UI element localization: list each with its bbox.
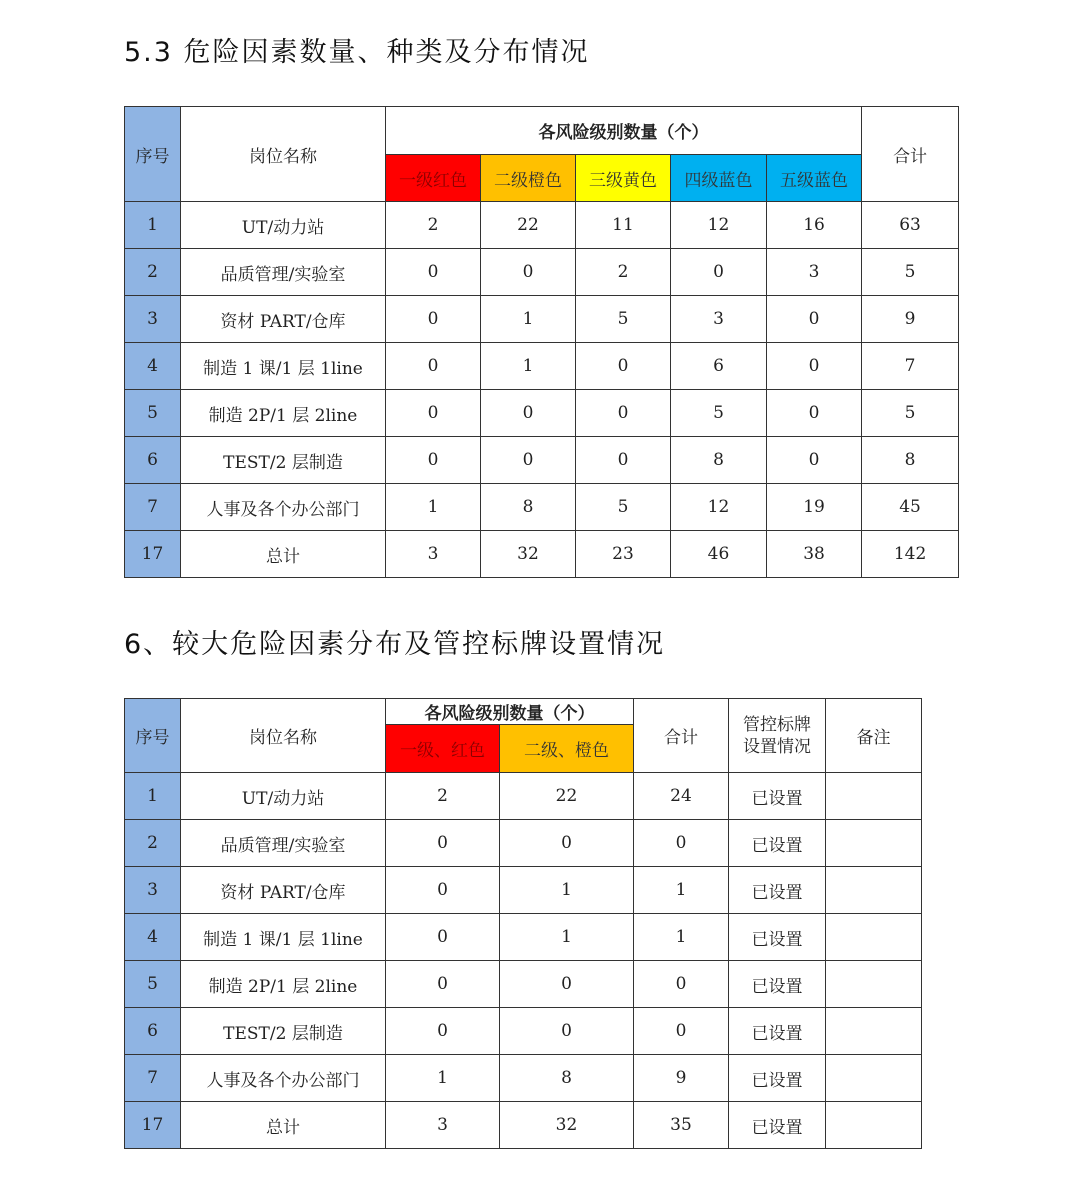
- cell-total: 1: [634, 867, 729, 914]
- header-post: 岗位名称: [181, 699, 386, 773]
- cell-level-2: 8: [500, 1055, 634, 1102]
- cell-level-2: 0: [500, 961, 634, 1008]
- cell-total: 35: [634, 1102, 729, 1149]
- cell-post: TEST/2 层制造: [181, 437, 386, 484]
- cell-post: 人事及各个办公部门: [181, 1055, 386, 1102]
- cell-seq: 17: [125, 531, 181, 578]
- cell-level-5: 19: [767, 484, 862, 531]
- cell-sign-status: 已设置: [729, 867, 826, 914]
- cell-post: 资材 PART/仓库: [181, 296, 386, 343]
- cell-note: [826, 867, 922, 914]
- cell-post: UT/动力站: [181, 202, 386, 249]
- header-sign-line1: 管控标牌: [743, 714, 811, 735]
- header-sign-line2: 设置情况: [743, 736, 811, 757]
- cell-sign-status: 已设置: [729, 1055, 826, 1102]
- cell-level-2: 0: [500, 1008, 634, 1055]
- cell-level-3: 2: [576, 249, 671, 296]
- cell-level-1: 0: [386, 343, 481, 390]
- cell-level-2: 0: [481, 437, 576, 484]
- cell-sign-status: 已设置: [729, 773, 826, 820]
- cell-total: 142: [862, 531, 959, 578]
- cell-seq: 3: [125, 867, 181, 914]
- header-total: 合计: [862, 107, 959, 202]
- cell-seq: 1: [125, 202, 181, 249]
- header-seq: 序号: [125, 107, 181, 202]
- cell-level-5: 0: [767, 437, 862, 484]
- cell-level-2: 32: [500, 1102, 634, 1149]
- cell-total: 5: [862, 249, 959, 296]
- table-row: [125, 820, 922, 867]
- cell-level-2: 1: [500, 914, 634, 961]
- table-row: [125, 343, 959, 390]
- header-total: 合计: [634, 699, 729, 773]
- cell-total: 5: [862, 390, 959, 437]
- cell-note: [826, 914, 922, 961]
- cell-seq: 4: [125, 914, 181, 961]
- cell-level-2: 0: [481, 249, 576, 296]
- table-row: [125, 531, 959, 578]
- cell-post: TEST/2 层制造: [181, 1008, 386, 1055]
- cell-total: 63: [862, 202, 959, 249]
- cell-sign-status: 已设置: [729, 914, 826, 961]
- cell-level-3: 0: [576, 390, 671, 437]
- cell-level-5: 0: [767, 296, 862, 343]
- cell-level-1: 0: [386, 437, 481, 484]
- table-row: [125, 202, 959, 249]
- cell-seq: 6: [125, 1008, 181, 1055]
- cell-post: 制造 2P/1 层 2line: [181, 390, 386, 437]
- cell-post: 总计: [181, 531, 386, 578]
- header-level-1-red: 一级红色: [386, 155, 481, 202]
- cell-seq: 3: [125, 296, 181, 343]
- cell-level-1: 0: [386, 961, 500, 1008]
- cell-level-1: 0: [386, 296, 481, 343]
- cell-level-4: 3: [671, 296, 767, 343]
- header-level-2-orange: 二级橙色: [481, 155, 576, 202]
- cell-seq: 4: [125, 343, 181, 390]
- cell-post: 人事及各个办公部门: [181, 484, 386, 531]
- table-row: [125, 390, 959, 437]
- cell-level-1: 1: [386, 1055, 500, 1102]
- cell-level-4: 8: [671, 437, 767, 484]
- cell-total: 1: [634, 914, 729, 961]
- cell-level-5: 0: [767, 343, 862, 390]
- cell-seq: 5: [125, 390, 181, 437]
- major-risk-sign-table: [124, 698, 922, 1149]
- cell-seq: 5: [125, 961, 181, 1008]
- cell-level-5: 16: [767, 202, 862, 249]
- cell-note: [826, 1102, 922, 1149]
- cell-total: 0: [634, 961, 729, 1008]
- cell-level-3: 0: [576, 343, 671, 390]
- cell-level-4: 0: [671, 249, 767, 296]
- cell-post: 制造 2P/1 层 2line: [181, 961, 386, 1008]
- header-level-3-yellow: 三级黄色: [576, 155, 671, 202]
- cell-seq: 1: [125, 773, 181, 820]
- cell-level-1: 3: [386, 1102, 500, 1149]
- cell-level-1: 0: [386, 820, 500, 867]
- cell-level-2: 1: [481, 343, 576, 390]
- cell-level-1: 1: [386, 484, 481, 531]
- cell-level-4: 5: [671, 390, 767, 437]
- section-title-major-risk: 6、较大危险因素分布及管控标牌设置情况: [124, 629, 666, 660]
- header-level-5-blue: 五级蓝色: [767, 155, 862, 202]
- cell-level-3: 0: [576, 437, 671, 484]
- cell-level-2: 1: [481, 296, 576, 343]
- cell-total: 9: [862, 296, 959, 343]
- cell-level-5: 38: [767, 531, 862, 578]
- cell-level-2: 8: [481, 484, 576, 531]
- cell-level-2: 22: [481, 202, 576, 249]
- cell-note: [826, 1055, 922, 1102]
- header-level-4-blue: 四级蓝色: [671, 155, 767, 202]
- cell-level-3: 23: [576, 531, 671, 578]
- cell-level-1: 0: [386, 390, 481, 437]
- cell-level-2: 32: [481, 531, 576, 578]
- cell-seq: 7: [125, 1055, 181, 1102]
- header-risk-level-group: 各风险级别数量（个）: [386, 107, 862, 155]
- cell-sign-status: 已设置: [729, 961, 826, 1008]
- header-level-1-red: 一级、红色: [386, 725, 500, 773]
- table-row: [125, 1102, 922, 1149]
- cell-level-5: 3: [767, 249, 862, 296]
- cell-total: 7: [862, 343, 959, 390]
- header-seq: 序号: [125, 699, 181, 773]
- cell-post: 品质管理/实验室: [181, 820, 386, 867]
- cell-post: 制造 1 课/1 层 1line: [181, 914, 386, 961]
- cell-level-1: 3: [386, 531, 481, 578]
- header-note: 备注: [826, 699, 922, 773]
- table-row: [125, 484, 959, 531]
- cell-total: 9: [634, 1055, 729, 1102]
- cell-level-1: 0: [386, 249, 481, 296]
- table-row: [125, 437, 959, 484]
- header-level-2-orange: 二级、橙色: [500, 725, 634, 773]
- cell-note: [826, 773, 922, 820]
- cell-note: [826, 820, 922, 867]
- cell-post: UT/动力站: [181, 773, 386, 820]
- table-row: [125, 249, 959, 296]
- table-row: [125, 914, 922, 961]
- cell-level-3: 5: [576, 484, 671, 531]
- cell-level-1: 0: [386, 914, 500, 961]
- cell-post: 资材 PART/仓库: [181, 867, 386, 914]
- cell-total: 0: [634, 1008, 729, 1055]
- cell-level-3: 11: [576, 202, 671, 249]
- cell-seq: 2: [125, 249, 181, 296]
- table-row: [125, 1008, 922, 1055]
- cell-sign-status: 已设置: [729, 1102, 826, 1149]
- cell-total: 0: [634, 820, 729, 867]
- table-row: [125, 296, 959, 343]
- cell-level-4: 46: [671, 531, 767, 578]
- cell-sign-status: 已设置: [729, 820, 826, 867]
- cell-total: 24: [634, 773, 729, 820]
- cell-level-5: 0: [767, 390, 862, 437]
- cell-note: [826, 1008, 922, 1055]
- cell-level-1: 0: [386, 1008, 500, 1055]
- cell-level-1: 2: [386, 773, 500, 820]
- header-risk-level-group: 各风险级别数量（个）: [386, 699, 634, 725]
- table-row: [125, 867, 922, 914]
- cell-level-4: 12: [671, 202, 767, 249]
- cell-note: [826, 961, 922, 1008]
- cell-post: 总计: [181, 1102, 386, 1149]
- cell-level-1: 0: [386, 867, 500, 914]
- cell-total: 45: [862, 484, 959, 531]
- header-post: 岗位名称: [181, 107, 386, 202]
- cell-level-2: 0: [500, 820, 634, 867]
- cell-post: 制造 1 课/1 层 1line: [181, 343, 386, 390]
- cell-level-4: 6: [671, 343, 767, 390]
- cell-seq: 17: [125, 1102, 181, 1149]
- cell-seq: 2: [125, 820, 181, 867]
- table-row: [125, 961, 922, 1008]
- cell-total: 8: [862, 437, 959, 484]
- cell-level-1: 2: [386, 202, 481, 249]
- cell-seq: 7: [125, 484, 181, 531]
- cell-level-2: 0: [481, 390, 576, 437]
- cell-level-3: 5: [576, 296, 671, 343]
- cell-post: 品质管理/实验室: [181, 249, 386, 296]
- table-row: [125, 773, 922, 820]
- cell-level-2: 1: [500, 867, 634, 914]
- cell-level-2: 22: [500, 773, 634, 820]
- table-row: [125, 1055, 922, 1102]
- cell-level-4: 12: [671, 484, 767, 531]
- cell-sign-status: 已设置: [729, 1008, 826, 1055]
- header-sign-status: [729, 699, 826, 773]
- cell-seq: 6: [125, 437, 181, 484]
- risk-count-table: [124, 106, 959, 578]
- section-title-risk-count: 5.3 危险因素数量、种类及分布情况: [124, 37, 590, 68]
